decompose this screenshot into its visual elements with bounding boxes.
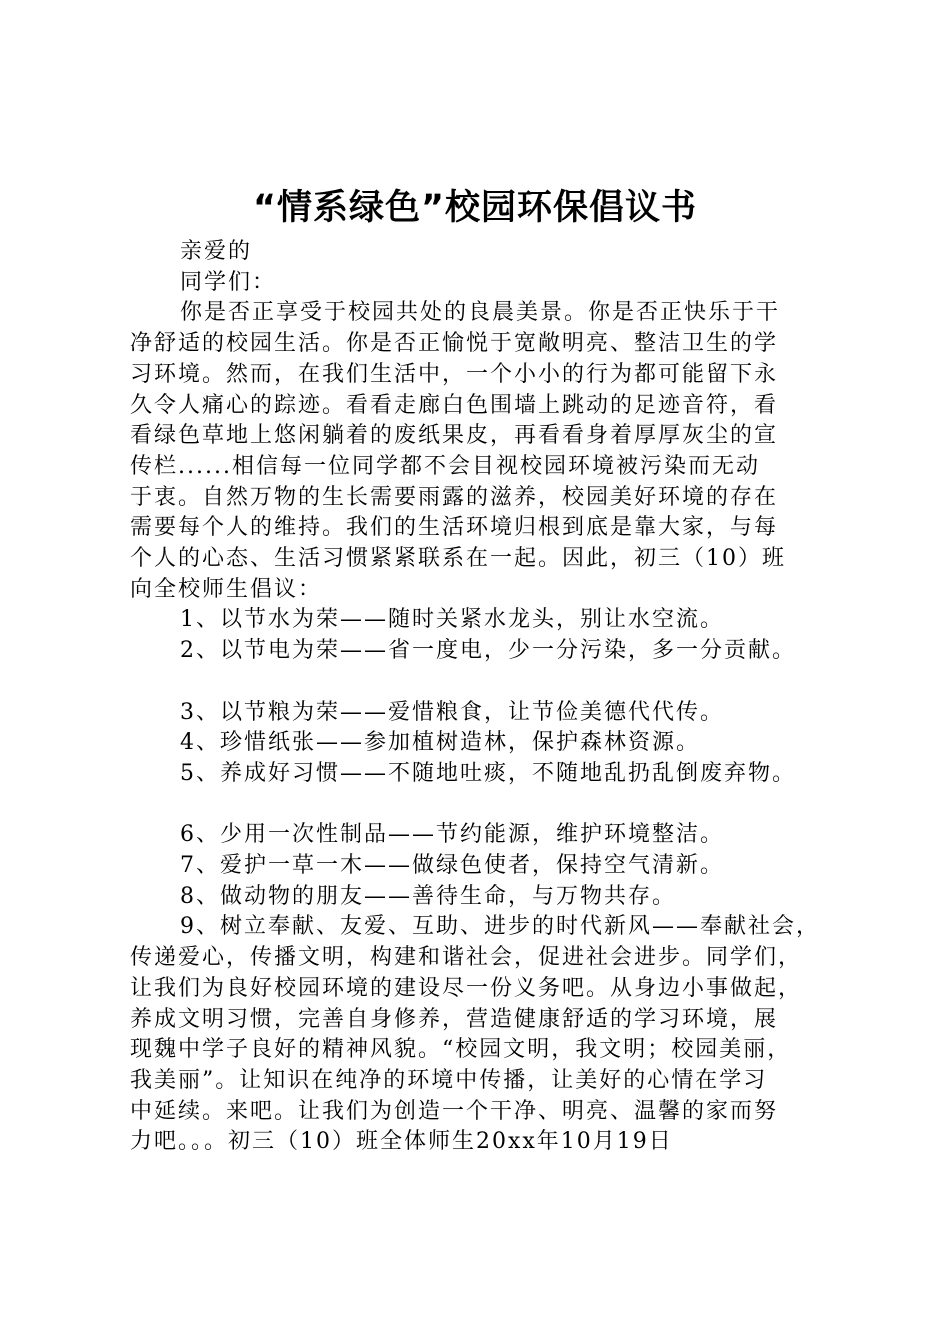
blank-line — [130, 667, 832, 698]
intro-line: 于衷。自然万物的生长需要雨露的滋养，校园美好环境的存在 — [130, 484, 779, 510]
proposal-item: 8、做动物的朋友——善待生命，与万物共存。 — [180, 883, 676, 909]
proposal-item: 1、以节水为荣——随时关紧水龙头，别让水空流。 — [180, 607, 724, 633]
intro-line: 看绿色草地上悠闲躺着的废纸果皮，再看看身着厚厚灰尘的宣 — [130, 423, 779, 449]
closing-line: 养成文明习惯，完善自身修养，营造健康舒适的学习环境，展 — [130, 1006, 779, 1032]
closing-line: 力吧。。。初三（10）班全体师生20xx年10月19日 — [130, 1129, 673, 1155]
proposal-item: 3、以节粮为荣——爱惜粮食，让节俭美德代代传。 — [180, 699, 724, 725]
document-body — [130, 237, 832, 1158]
blank-line — [130, 790, 832, 821]
proposal-item: 2、以节电为荣——省一度电，少一分污染，多一分贡献。 — [180, 638, 796, 664]
intro-line: 个人的心态、生活习惯紧紧联系在一起。因此，初三（10）班 — [130, 546, 786, 572]
intro-line: 净舒适的校园生活。你是否正愉悦于宽敞明亮、整洁卫生的学 — [130, 331, 779, 357]
intro-line: 久令人痛心的踪迹。看看走廊白色围墙上跳动的足迹音符，看 — [130, 392, 779, 418]
closing-line: 传递爱心，传播文明，构建和谐社会，促进社会进步。同学们， — [130, 945, 803, 971]
greeting-line: 亲爱的 — [180, 239, 253, 264]
intro-line: 需要每个人的维持。我们的生活环境归根到底是靠大家，与每 — [130, 515, 779, 541]
closing-line: 我美丽”。让知识在纯净的环境中传播，让美好的心情在学习 — [130, 1067, 768, 1093]
intro-line: 习环境。然而，在我们生活中，一个小小的行为都可能留下永 — [130, 361, 779, 387]
intro-line: 传栏......相信每一位同学都不会目视校园环境被污染而无动 — [130, 453, 760, 479]
greeting-line: 同学们： — [180, 269, 277, 295]
proposal-item: 7、爱护一草一木——做绿色使者，保持空气清新。 — [180, 853, 724, 879]
closing-line: 9、树立奉献、友爱、互助、进步的时代新风——奉献社会， — [180, 914, 820, 940]
intro-line: 向全校师生倡议： — [130, 576, 323, 602]
document-title: “情系绿色”校园环保倡议书 — [252, 188, 697, 228]
closing-line: 中延续。来吧。让我们为创造一个干净、明亮、温馨的家而努 — [130, 1098, 779, 1124]
proposal-item: 5、养成好习惯——不随地吐痰，不随地乱扔乱倒废弃物。 — [180, 760, 796, 786]
closing-line: 让我们为良好校园环境的建设尽一份义务吧。从身边小事做起， — [130, 975, 803, 1001]
proposal-item: 6、少用一次性制品——节约能源，维护环境整洁。 — [180, 822, 724, 848]
intro-line: 你是否正享受于校园共处的良晨美景。你是否正快乐于干 — [180, 300, 781, 326]
closing-line: 现魏中学子良好的精神风貌。“校园文明，我文明；校园美丽， — [130, 1037, 792, 1063]
proposal-item: 4、珍惜纸张——参加植树造林，保护森林资源。 — [180, 730, 700, 756]
